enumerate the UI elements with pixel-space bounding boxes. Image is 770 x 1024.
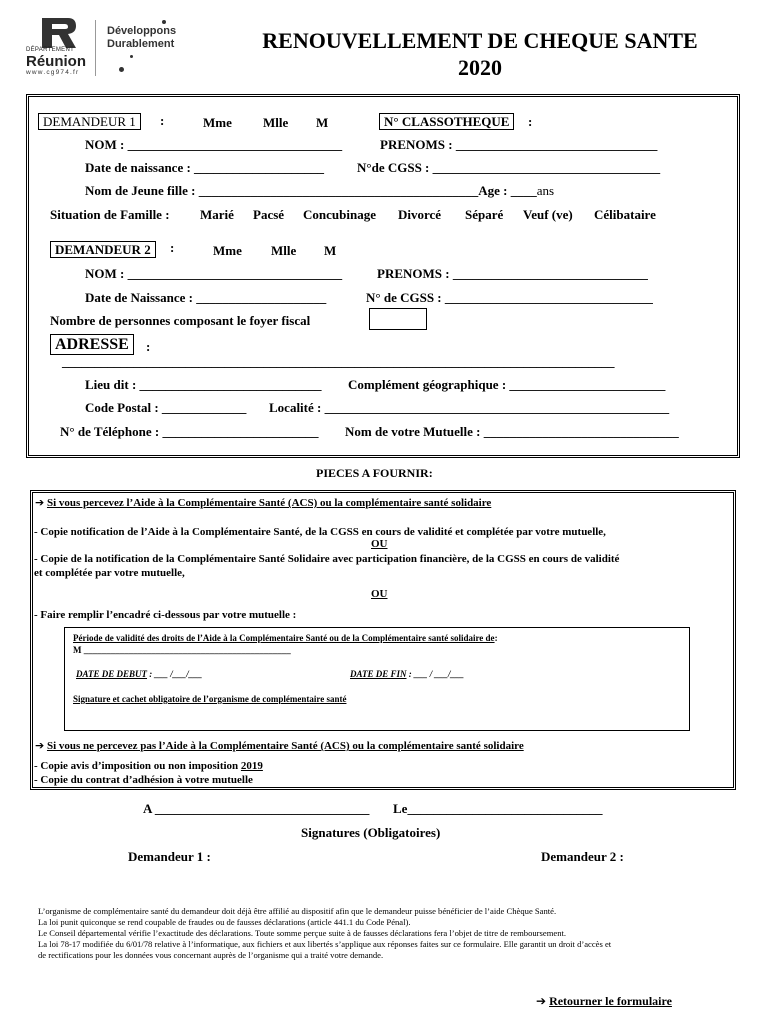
date-debut-field[interactable]: [76, 669, 202, 679]
classotheque-colon: :: [528, 114, 533, 129]
demandeur1-nom-field[interactable]: NOM : _________________________________: [85, 137, 343, 152]
adresse-colon: :: [146, 339, 151, 354]
copie-notification-css-2: et complétée par votre mutuelle,: [34, 567, 185, 579]
section1-title-text: Si vous percevez l’Aide à la Complémentaire Santé (ACS) ou la complémentaire santé solidaire: [46, 497, 492, 509]
avis-year: 2019: [240, 760, 263, 772]
return-form-label: Retourner le formulaire: [549, 994, 672, 1008]
logo-dot-icon: [119, 67, 124, 72]
classotheque-label: N° CLASSOTHEQUE: [379, 113, 514, 130]
date-fin-field[interactable]: [350, 669, 464, 679]
logo-reunion-text: Réunion: [26, 53, 86, 70]
logo-dept-text: DÉPARTEMENT: [26, 47, 75, 53]
pieces-heading: PIECES A FOURNIR:: [316, 466, 433, 480]
avis-imposition-text: - Copie avis d’imposition ou non imposition: [34, 760, 239, 772]
periode-colon: :: [494, 633, 498, 643]
copie-avis-imposition: [34, 760, 263, 772]
section2-title: [35, 739, 524, 752]
age-unit: ans: [536, 183, 555, 198]
arrow-right-icon: ➔: [35, 739, 45, 752]
demandeur1-signature-label: Demandeur 1 :: [128, 849, 211, 864]
foyer-fiscal-label: Nombre de personnes composant le foyer fiscal: [50, 313, 311, 328]
arrow-right-icon: ➔: [35, 496, 45, 509]
copie-contrat-adhesion: - Copie du contrat d’adhésion à votre mutuelle: [34, 774, 253, 786]
periode-validite-line: [73, 633, 498, 643]
code-postal-field[interactable]: Code Postal : _____________: [85, 400, 247, 415]
situation-option-pacse[interactable]: Pacsé: [253, 207, 285, 222]
logo-dot-icon: [162, 20, 166, 24]
copie-notification-acs: - Copie notification de l’Aide à la Complémentaire Santé, de la CGSS en cours de validité et complétée par votre mutuelle,: [34, 526, 606, 538]
foyer-fiscal-input[interactable]: [369, 308, 427, 330]
adresse-blank-field[interactable]: _____________________________________________________________________________________: [62, 354, 615, 369]
demandeur2-naissance-field[interactable]: Date de Naissance : ____________________: [85, 290, 327, 305]
return-form-link[interactable]: [536, 994, 672, 1009]
footer-note-5: de rectifications pour les données vous concernant auprès de l’organisme qui a traité votre demande.: [38, 950, 384, 960]
signatures-heading: Signatures (Obligatoires): [301, 825, 441, 840]
periode-validite-text: Période de validité des droits de l’Aide à la Complémentaire Santé ou de la Complémentaire santé solidaire de: [73, 633, 495, 643]
copie-notification-css-1: - Copie de la notification de la Complémentaire Santé Solidaire avec participation financière, de la CGSS en cours de validité: [34, 553, 620, 565]
footer-note-4: La loi 78-17 modifiée du 6/01/78 relative à l’informatique, aux fichiers et aux libertés s’applique aux réponses faites sur ce formulaire. Elle garantit un droit d’accès et: [38, 939, 612, 949]
demandeur1-jeune-fille-field[interactable]: [85, 183, 554, 199]
ou-separator-1: OU: [371, 538, 388, 550]
demandeur1-m[interactable]: M: [316, 115, 329, 130]
demandeur1-mme[interactable]: Mme: [203, 115, 232, 130]
complement-geo-field[interactable]: Complément géographique : ________________________: [348, 377, 666, 392]
lieu-signature-field[interactable]: A _________________________________: [143, 801, 370, 816]
mutuelle-field[interactable]: Nom de votre Mutuelle : ______________________________: [345, 424, 679, 439]
page-title-year: 2020: [458, 55, 502, 80]
demandeur2-mme[interactable]: Mme: [213, 243, 242, 258]
demandeur1-cgss-field[interactable]: N°de CGSS : ___________________________________: [357, 160, 661, 175]
situation-option-celibataire[interactable]: Célibataire: [594, 207, 656, 222]
logo-dd-line2: Durablement: [107, 38, 175, 50]
region-logo-icon: [38, 16, 78, 50]
jeune-fille-age-line: Nom de Jeune fille : ___________________________________________Age : ____: [85, 183, 537, 198]
demandeur1-prenoms-field[interactable]: PRENOMS : _______________________________: [380, 137, 658, 152]
ou-separator-2: OU: [371, 588, 388, 600]
date-fin-label: DATE DE FIN: [350, 669, 407, 679]
demandeur2-colon: :: [170, 240, 175, 255]
situation-option-concubinage[interactable]: Concubinage: [303, 207, 376, 222]
footer-note-3: Le Conseil départemental vérifie l’exactitude des déclarations. Toute somme perçue suite à de fausses déclarations fera l’objet de titre de remboursement.: [38, 928, 567, 938]
situation-option-separe[interactable]: Séparé: [465, 207, 504, 222]
demandeur1-naissance-field[interactable]: Date de naissance : ____________________: [85, 160, 325, 175]
demandeur1-colon: :: [160, 113, 165, 128]
demandeur2-label: DEMANDEUR 2: [50, 241, 156, 258]
demandeur2-prenoms-field[interactable]: PRENOMS : ______________________________: [377, 266, 648, 281]
logo-divider: [95, 20, 96, 76]
demandeur2-m[interactable]: M: [324, 243, 337, 258]
demandeur2-cgss-field[interactable]: N° de CGSS : ________________________________: [366, 290, 653, 305]
lieu-dit-field[interactable]: Lieu dit : ____________________________: [85, 377, 322, 392]
logo-dd-line1: Développons: [107, 25, 177, 37]
demandeur2-mlle[interactable]: Mlle: [271, 243, 297, 258]
signature-cachet-text: Signature et cachet obligatoire de l’organisme de complémentaire santé: [73, 694, 347, 704]
footer-note-1: L’organisme de complémentaire santé du demandeur doit déjà être affilié au dispositif afin que le demandeur puisse bénéficier de l’aide Chèque Santé.: [38, 906, 557, 916]
logo-dot-icon: [130, 55, 133, 58]
date-debut-label: DATE DE DEBUT: [76, 669, 148, 679]
logo-url-text: www.cg974.fr: [26, 69, 80, 76]
section2-title-text: Si vous ne percevez pas l’Aide à la Complémentaire Santé (ACS) ou la complémentaire santé solidaire: [46, 740, 524, 752]
demandeur2-signature-label: Demandeur 2 :: [541, 849, 624, 864]
situation-option-veuf[interactable]: Veuf (ve): [523, 207, 573, 222]
demandeur1-label: DEMANDEUR 1: [38, 113, 141, 130]
page-title: RENOUVELLEMENT DE CHEQUE SANTE: [262, 28, 698, 53]
date-fin-blank: : ___ / ___/___: [408, 669, 465, 679]
arrow-right-icon: ➔: [536, 994, 547, 1008]
date-signature-field[interactable]: Le______________________________: [393, 801, 603, 816]
demandeur1-mlle[interactable]: Mlle: [263, 115, 289, 130]
demandeur2-nom-field[interactable]: NOM : _________________________________: [85, 266, 343, 281]
situation-option-marie[interactable]: Marié: [200, 207, 234, 222]
mutuelle-m-field[interactable]: M ______________________________________________: [73, 645, 291, 655]
telephone-field[interactable]: N° de Téléphone : ________________________: [60, 424, 319, 439]
date-debut-blank: : ___ /___/___: [149, 669, 203, 679]
adresse-label: ADRESSE: [50, 334, 134, 355]
section1-title: [35, 496, 491, 509]
developpons-durablement-logo: [107, 25, 176, 51]
footer-note-2: La loi punit quiconque se rend coupable de fraudes ou de fausses déclarations (article 441.1 du Code Pénal).: [38, 917, 411, 927]
situation-option-divorce[interactable]: Divorcé: [398, 207, 442, 222]
faire-remplir-text: - Faire remplir l’encadré ci-dessous par votre mutuelle :: [34, 609, 297, 621]
situation-famille-label: Situation de Famille :: [50, 207, 170, 222]
localite-field[interactable]: Localité : _____________________________________________________: [269, 400, 670, 415]
